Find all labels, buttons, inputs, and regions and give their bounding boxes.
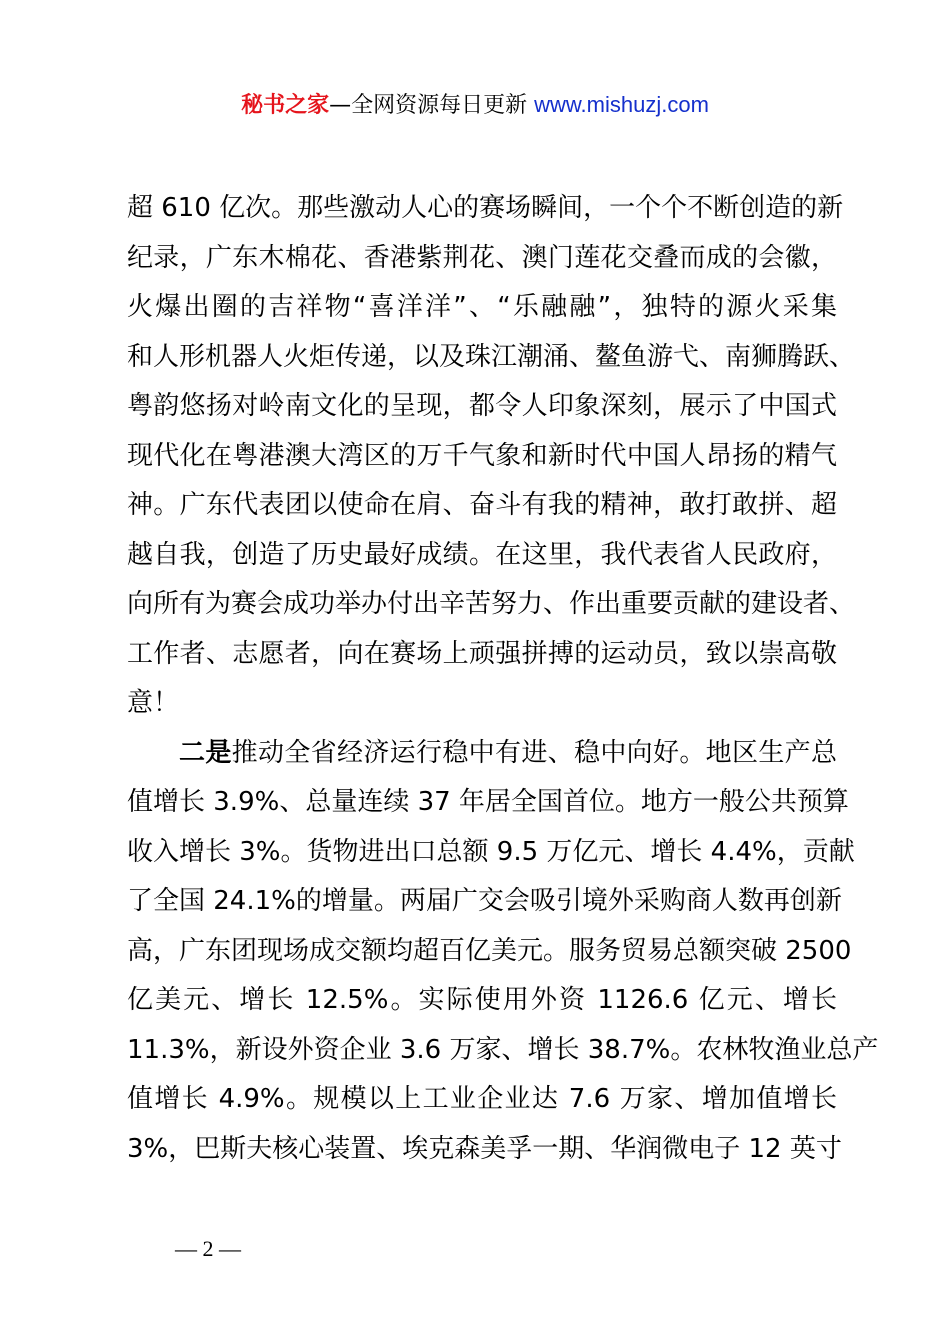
paragraph-2-line: 11.3%，新设外资企业 3.6 万家、增长 38.7%。农林牧渔业总产 [127, 1034, 879, 1065]
paragraph-1-line: 神。广东代表团以使命在肩、奋斗有我的精神，敢打敢拼、超 [127, 490, 837, 520]
paragraph-2-line: 值增长 3.9%、总量连续 37 年居全国首位。地方一般公共预算 [127, 787, 849, 817]
paragraph-2-first-line-text: 推动全省经济运行稳中有进、稳中向好。地区生产总 [231, 737, 837, 768]
paragraph-2-lines [127, 778, 879, 1174]
brand-name: 秘书之家 [241, 93, 330, 118]
paragraph-1-line: 火爆出圈的吉祥物“喜洋洋”、“乐融融”，独特的源火采集 [127, 292, 837, 322]
paragraph-2-line: 收入增长 3%。货物进出口总额 9.5 万亿元、增长 4.4%，贡献 [127, 836, 855, 867]
page-number: — 2 — [175, 1236, 241, 1261]
paragraph-1-line: 工作者、志愿者，向在赛场上顽强拼搏的运动员，致以崇高敬 [127, 638, 837, 669]
paragraph-1-line: 超 610 亿次。那些激动人心的赛场瞬间，一个个不断创造的新 [127, 193, 844, 223]
document-body [127, 184, 879, 1174]
header-tagline: —全网资源每日更新 [329, 93, 528, 118]
paragraph-2-lead: 二是 [179, 737, 232, 768]
paragraph-1-line: 向所有为赛会成功举办付出辛苦努力、作出重要贡献的建设者、 [127, 589, 856, 619]
paragraph-1-line: 和人形机器人火炬传递，以及珠江潮涌、鳌鱼游弋、南狮腾跃、 [127, 341, 856, 372]
paragraph-1-line: 意！ [127, 688, 180, 718]
paragraph-2-line: 高，广东团现场成交额均超百亿美元。服务贸易总额突破 2500 [127, 935, 852, 966]
paragraph-1-line: 越自我，创造了历史最好成绩。在这里，我代表省人民政府， [127, 539, 837, 570]
paragraph-2-line: 亿美元、增长 12.5%。实际使用外资 1126.6 亿元、增长 [127, 985, 837, 1015]
paragraph-2-first-line [127, 729, 837, 779]
paragraph-1-line: 现代化在粤港澳大湾区的万千气象和新时代中国人昂扬的精气 [127, 440, 837, 471]
paragraph-2-line: 值增长 4.9%。规模以上工业企业达 7.6 万家、增加值增长 [127, 1084, 837, 1114]
paragraph-2-line: 了全国 24.1%的增量。两届广交会吸引境外采购商人数再创新 [127, 886, 842, 916]
paragraph-2-line: 3%，巴斯夫核心装置、埃克森美孚一期、华润微电子 12 英寸 [127, 1133, 842, 1164]
site-header [0, 88, 950, 123]
paragraph-1-line: 粤韵悠扬对岭南文化的呈现，都令人印象深刻，展示了中国式 [127, 391, 837, 421]
paragraph-1 [127, 184, 856, 729]
paragraph-2 [127, 729, 879, 1175]
paragraph-1-line: 纪录，广东木棉花、香港紫荆花、澳门莲花交叠而成的会徽， [127, 242, 837, 273]
site-url-link[interactable]: www.mishuzj.com [534, 92, 709, 117]
